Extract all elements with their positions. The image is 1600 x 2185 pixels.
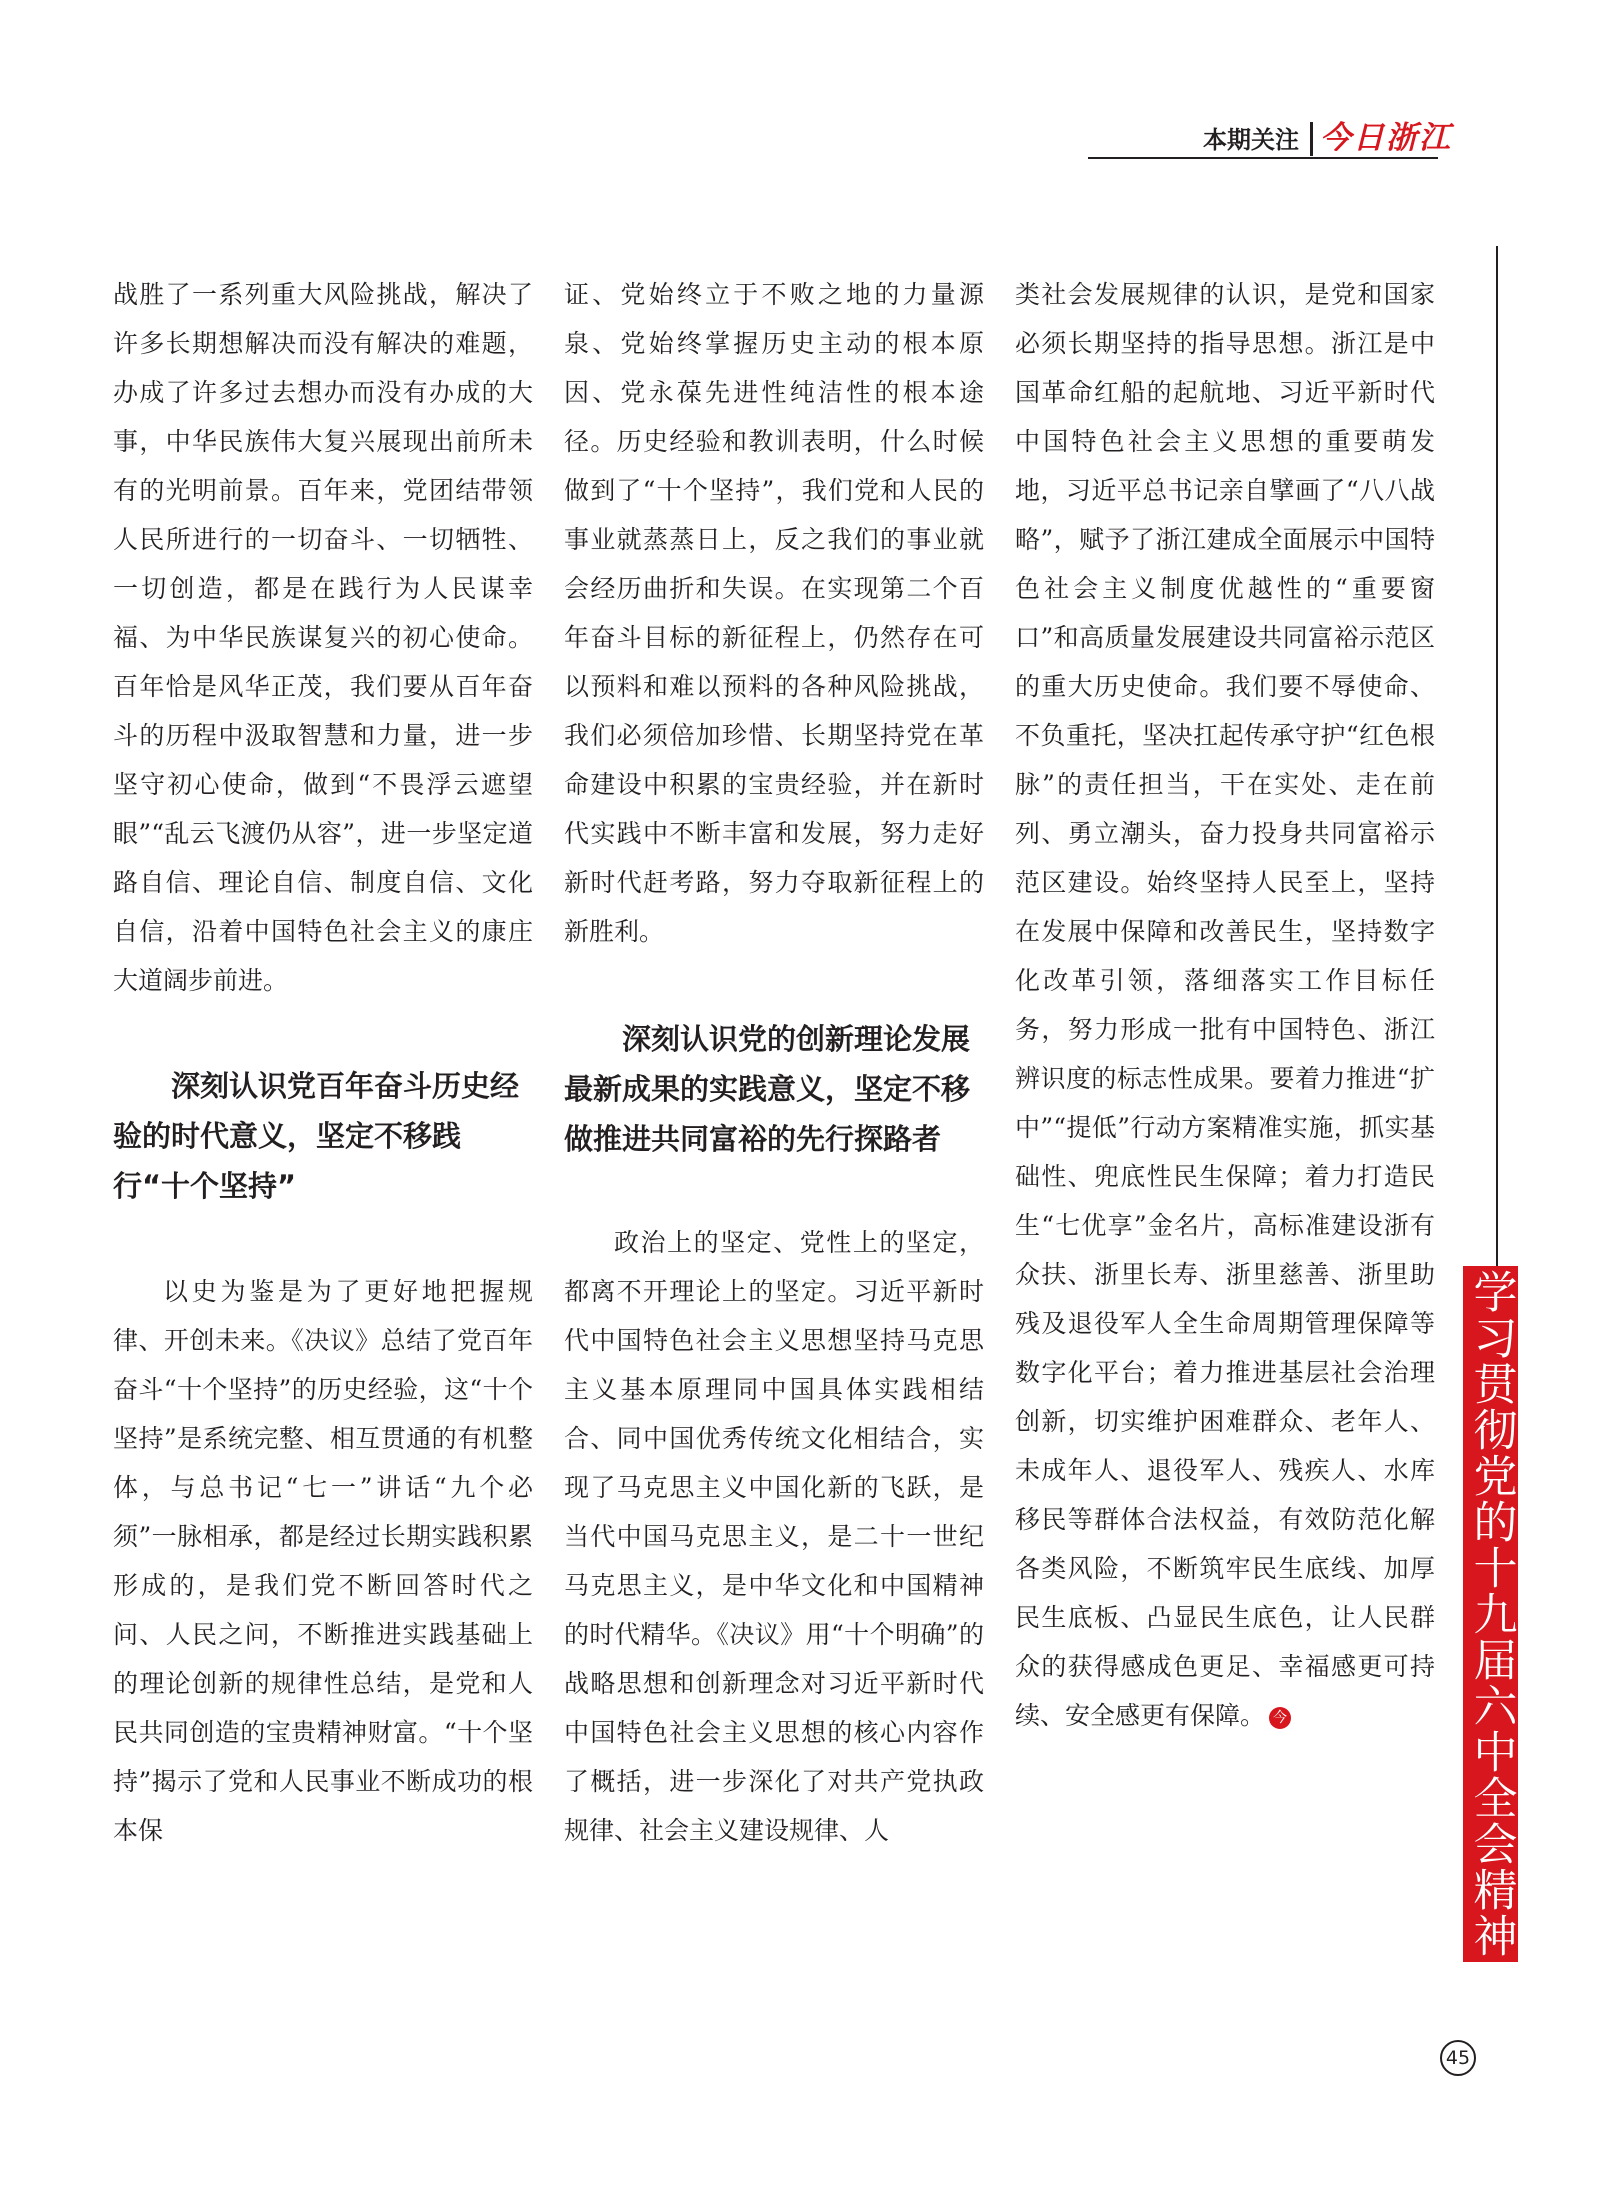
column-3 bbox=[1015, 270, 1435, 1740]
column-1-paragraph-2: 以史为鉴是为了更好地把握规律、开创未来。《决议》总结了党百年奋斗“十个坚持”的历史经验，这“十个坚持”是系统完整、相互贯通的有机整体，与总书记“七一”讲话“九个必须”一脉相承，都是经过长期实践积累形成的，是我们党不断回答时代之问、人民之问，不断推进实践基础上的理论创新的规律性总结，是党和人民共同创造的宝贵精神财富。“十个坚持”揭示了党和人民事业不断成功的根本保 bbox=[113, 1277, 533, 1845]
page-number: 45 bbox=[1440, 2040, 1476, 2076]
header-divider bbox=[1310, 122, 1313, 156]
column-2-paragraph-1: 证、党始终立于不败之地的力量源泉、党始终掌握历史主动的根本原因、党永葆先进性纯洁性的根本途径。历史经验和教训表明，什么时候做到了“十个坚持”，我们党和人民的事业就蒸蒸日上，反之我们的事业就会经历曲折和失误。在实现第二个百年奋斗目标的新征程上，仍然存在可以预料和难以预料的各种风险挑战，我们必须倍加珍惜、长期坚持党在革命建设中积累的宝贵经验，并在新时代实践中不断丰富和发展，努力走好新时代赶考路，努力夺取新征程上的新胜利。 bbox=[564, 280, 984, 946]
magazine-logo: 今日浙江 bbox=[1320, 120, 1452, 156]
column-1-paragraph-1: 战胜了一系列重大风险挑战，解决了许多长期想解决而没有解决的难题，办成了许多过去想办而没有办成的大事，中华民族伟大复兴展现出前所未有的光明前景。百年来，党团结带领人民所进行的一切奋斗、一切牺牲、一切创造，都是在践行为人民谋幸福、为中华民族谋复兴的初心使命。百年恰是风华正茂，我们要从百年奋斗的历程中汲取智慧和力量，进一步坚守初心使命，做到“不畏浮云遮望眼”“乱云飞渡仍从容”，进一步坚定道路自信、理论自信、制度自信、文化自信，沿着中国特色社会主义的康庄大道阔步前进。 bbox=[113, 280, 533, 995]
side-rule bbox=[1496, 246, 1498, 1266]
column-1-heading: 深刻认识党百年奋斗历史经验的时代意义，坚定不移践行“十个坚持” bbox=[113, 1069, 520, 1203]
column-2 bbox=[564, 270, 984, 1855]
end-mark-icon: 今 bbox=[1269, 1707, 1291, 1729]
column-3-paragraph-1-text: 类社会发展规律的认识，是党和国家必须长期坚持的指导思想。浙江是中国革命红船的起航地、习近平新时代中国特色社会主义思想的重要萌发地，习近平总书记亲自擘画了“八八战略”，赋予了浙江建成全面展示中国特色社会主义制度优越性的“重要窗口”和高质量发展建设共同富裕示范区的重大历史使命。我们要不辱使命、不负重托，坚决扛起传承守护“红色根脉”的责任担当，干在实处、走在前列、勇立潮头，奋力投身共同富裕示范区建设。始终坚持人民至上，坚持在发展中保障和改善民生，坚持数字化改革引领，落细落实工作目标任务，努力形成一批有中国特色、浙江辨识度的标志性成果。要着力推进“扩中”“提低”行动方案精准实施，抓实基础性、兜底性民生保障；着力打造民生“七优享”金名片，高标准建设浙有众扶、浙里长寿、浙里慈善、浙里助残及退役军人全生命周期管理保障等数字化平台；着力推进基层社会治理创新，切实维护困难群众、老年人、未成年人、退役军人、残疾人、水库移民等群体合法权益，有效防范化解各类风险，不断筑牢民生底线、加厚民生底板、凸显民生底色，让人民群众的获得感成色更足、幸福感更可持续、安全感更有保障。 bbox=[1015, 280, 1435, 1730]
column-2-heading: 深刻认识党的创新理论发展最新成果的实践意义，坚定不移做推进共同富裕的先行探路者 bbox=[564, 1022, 971, 1156]
column-3-paragraph-1 bbox=[1015, 270, 1435, 1740]
side-banner bbox=[1463, 1266, 1518, 1962]
header-rule bbox=[1088, 157, 1438, 159]
column-2-paragraph-2: 政治上的坚定、党性上的坚定，都离不开理论上的坚定。习近平新时代中国特色社会主义思想坚持马克思主义基本原理同中国具体实践相结合、同中国优秀传统文化相结合，实现了马克思主义中国化新的飞跃，是当代中国马克思主义，是二十一世纪马克思主义，是中华文化和中国精神的时代精华。《决议》用“十个明确”的战略思想和创新理念对习近平新时代中国特色社会主义思想的核心内容作了概括，进一步深化了对共产党执政规律、社会主义建设规律、人 bbox=[564, 1228, 984, 1845]
column-1 bbox=[113, 270, 533, 1855]
section-title: 本期关注 bbox=[1203, 126, 1299, 154]
side-banner-text: 学习贯彻党的十九届六中全会精神 bbox=[1465, 1269, 1517, 1959]
